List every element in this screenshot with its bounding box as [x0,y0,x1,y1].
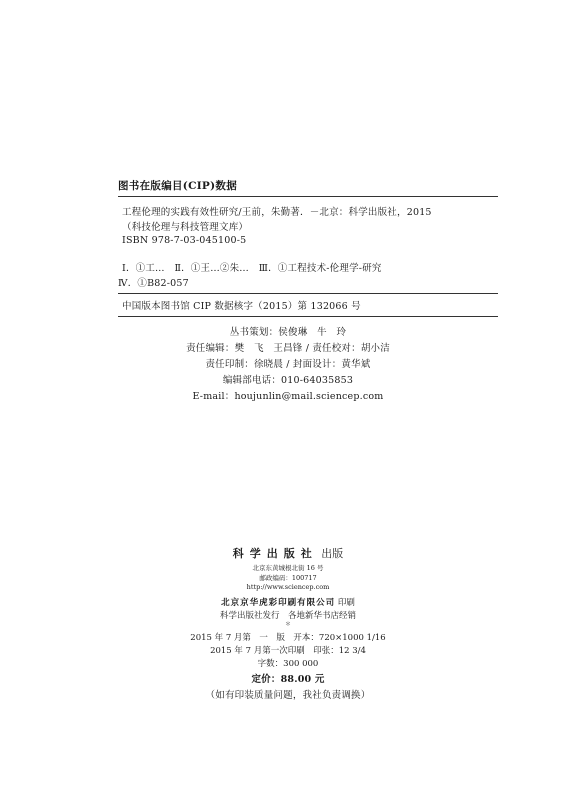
publisher-url: http://www.sciencep.com [246,583,330,591]
production-credits: 责任印制：徐晓晨 / 封面设计：黄华斌 [205,359,371,370]
separator-mark: ＊ [284,621,291,628]
cip-record-number: 中国版本图书馆 CIP 数据核字（2015）第 132066 号 [122,301,361,312]
cip-heading: 图书在版编目(CIP)数据 [118,180,237,192]
cip-class-line: Ⅳ．①B82-057 [118,278,189,289]
publisher-name: 科学出版社 [232,547,318,560]
cip-subject-line: Ⅰ．①工… Ⅱ．①王…②朱… Ⅲ．①工程技术-伦理学-研究 [122,263,382,274]
bottom-rule [118,316,498,317]
printing-line: 2015 年 7 月第一次印刷 印张：12 3/4 [210,646,366,656]
editorial-phone: 编辑部电话：010-64035853 [222,375,354,386]
responsible-editors: 责任编辑：樊 飞 王昌锋 / 责任校对：胡小洁 [186,343,390,354]
price: 定价：88.00 元 [251,674,325,685]
printer-line [0,596,576,608]
edition-line: 2015 年 7 月第 一 版 开本：720×1000 1/16 [190,633,386,643]
publisher-suffix: 出版 [321,547,344,560]
top-rule [118,196,498,197]
printer-suffix: 印刷 [337,598,355,608]
printer-name: 北京京华虎彩印刷有限公司 [221,598,336,608]
publisher-postcode: 邮政编码：100717 [259,574,317,582]
publisher-address: 北京东黄城根北街 16 号 [252,564,324,572]
word-count: 字数：300 000 [257,659,319,669]
middle-rule [118,293,498,294]
publisher-line [0,545,576,561]
distribution-line: 科学出版社发行 各地新华书店经销 [219,611,356,621]
editorial-email: E-mail：houjunlin@mail.sciencep.com [192,391,384,402]
isbn: ISBN 978-7-03-045100-5 [122,235,247,246]
quality-notice: （如有印装质量问题，我社负责调换） [205,690,371,701]
cip-title-line: 工程伦理的实践有效性研究/王前，朱勤著．－北京：科学出版社，2015 [122,207,432,218]
cip-series-line: （科技伦理与科技管理文库） [122,222,249,233]
series-planner: 丛书策划：侯俊琳 牛 玲 [229,327,347,338]
